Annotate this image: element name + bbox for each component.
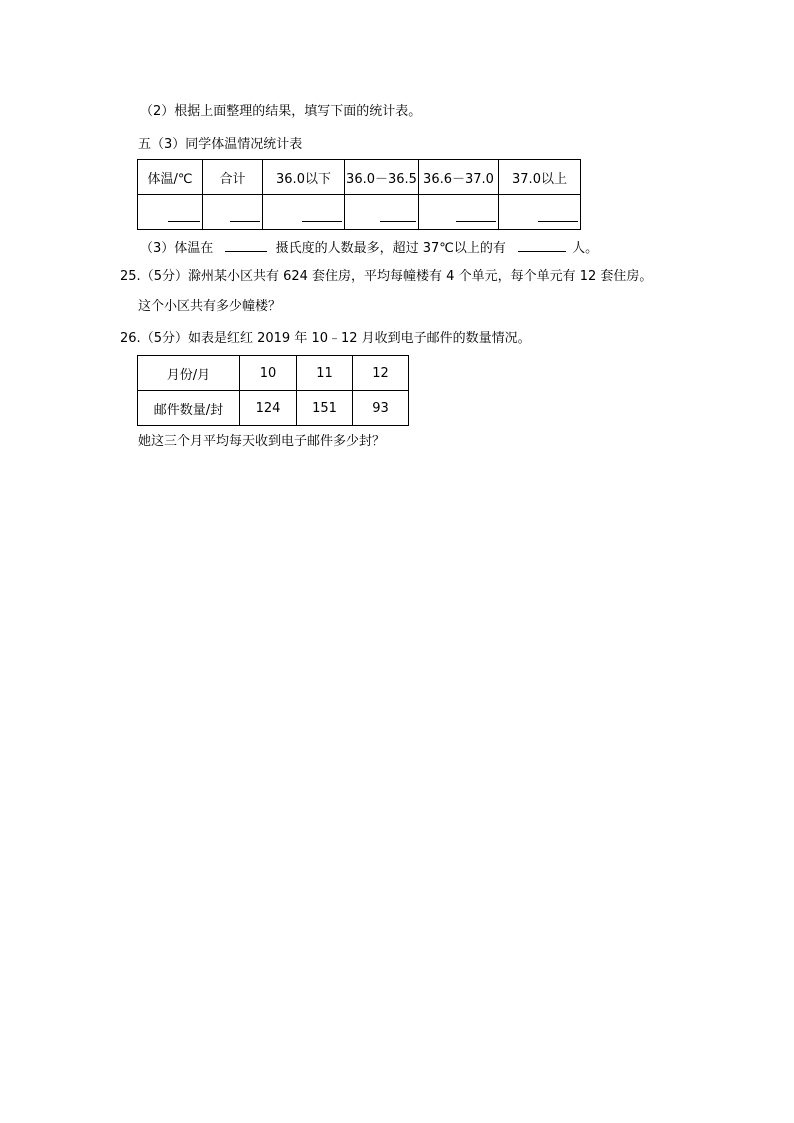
- answer-blank-most-common-range[interactable]: [225, 239, 267, 252]
- header-temperature: 体温/℃: [138, 160, 203, 195]
- month-cell: 11: [297, 356, 353, 391]
- answer-blank-temperature[interactable]: [138, 195, 203, 230]
- count-cell: 151: [297, 391, 353, 426]
- question-26: [120, 331, 531, 347]
- month-cell: 10: [240, 356, 297, 391]
- part3-prefix: （3）体温在: [140, 241, 214, 256]
- stats-table-title: 五（3）同学体温情况统计表: [138, 137, 303, 152]
- question-text: 如表是红红 2019 年 10﹣12 月收到电子邮件的数量情况。: [187, 331, 531, 346]
- q24-part3-question: [140, 239, 598, 257]
- count-cell: 93: [353, 391, 409, 426]
- question-points: （5分）: [140, 269, 188, 284]
- q24-part2-instruction: （2）根据上面整理的结果，填写下面的统计表。: [140, 104, 422, 119]
- header-total: 合计: [203, 160, 263, 195]
- answer-blank-36-to-36-5[interactable]: [345, 195, 419, 230]
- question-text: 滁州某小区共有 624 套住房，平均每幢楼有 4 个单元，每个单元有 12 套住房。: [187, 269, 653, 284]
- temperature-stats-table: [137, 159, 581, 230]
- answer-blank-above-37[interactable]: [499, 195, 581, 230]
- answer-blank-above-37-count[interactable]: [518, 239, 566, 252]
- part3-suffix: 人。: [572, 241, 599, 256]
- question-25: [120, 269, 652, 285]
- question-points: （5分）: [140, 331, 188, 346]
- header-36-6-to-37: 36.6－37.0: [419, 160, 499, 195]
- question-25-ask: 这个小区共有多少幢楼？: [138, 299, 282, 314]
- answer-blank-below-36[interactable]: [263, 195, 345, 230]
- question-26-ask: 她这三个月平均每天收到电子邮件多少封？: [138, 434, 386, 449]
- row-label-email-count: 邮件数量/封: [138, 391, 240, 426]
- question-number: 26.: [120, 331, 141, 346]
- row-label-month: 月份/月: [138, 356, 240, 391]
- count-cell: 124: [240, 391, 297, 426]
- question-number: 25.: [120, 269, 141, 284]
- answer-blank-total[interactable]: [203, 195, 263, 230]
- header-36-to-36-5: 36.0－36.5: [345, 160, 419, 195]
- month-cell: 12: [353, 356, 409, 391]
- part3-middle: 摄氏度的人数最多，超过 37℃以上的有: [275, 241, 506, 256]
- header-below-36: 36.0以下: [263, 160, 345, 195]
- answer-blank-36-6-to-37[interactable]: [419, 195, 499, 230]
- header-above-37: 37.0以上: [499, 160, 581, 195]
- email-count-table: [137, 355, 409, 426]
